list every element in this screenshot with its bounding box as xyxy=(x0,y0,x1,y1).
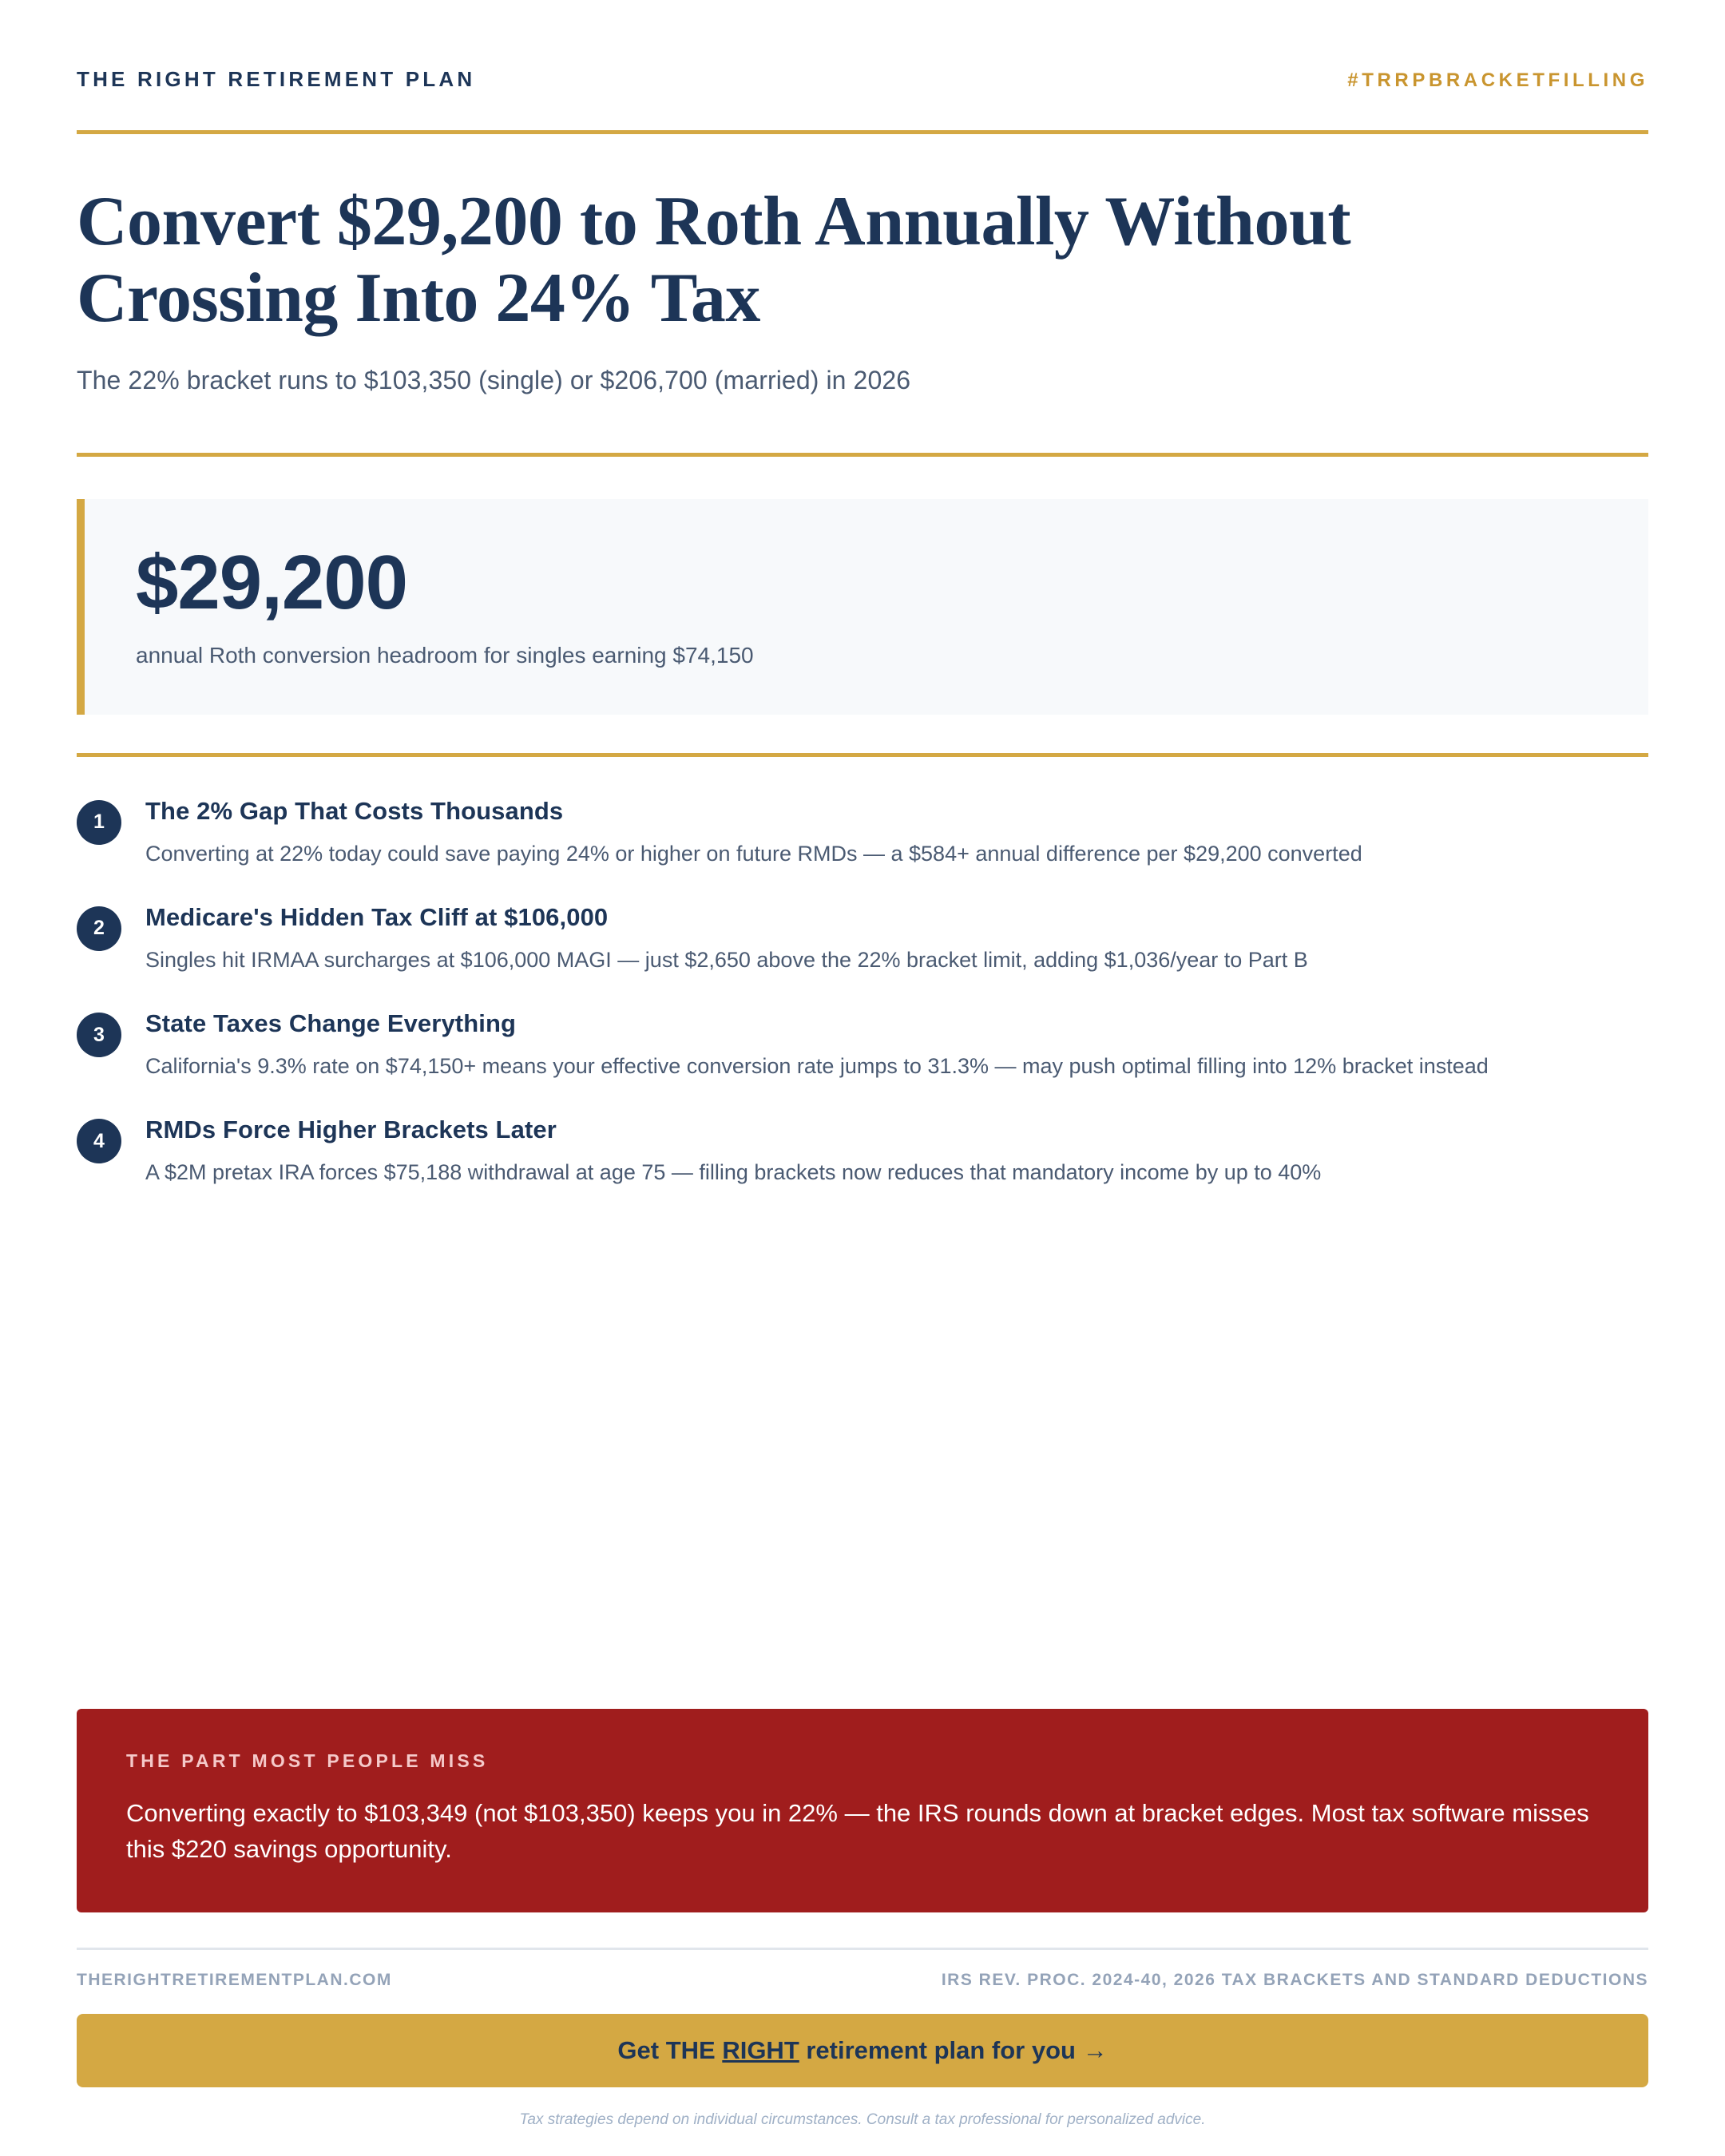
cta-emphasis: RIGHT xyxy=(722,2036,799,2064)
point-number-badge: 2 xyxy=(77,906,121,951)
point-body xyxy=(145,797,1623,870)
cta-suffix: retirement plan for you → xyxy=(799,2036,1108,2064)
masthead xyxy=(77,0,1648,92)
brand-wordmark: THE RIGHT RETIREMENT PLAN xyxy=(77,67,476,91)
title-divider xyxy=(77,453,1648,457)
point-title: The 2% Gap That Costs Thousands xyxy=(145,796,564,825)
point-number-badge: 4 xyxy=(77,1119,121,1163)
list-item xyxy=(77,1116,1648,1188)
insight-callout xyxy=(77,1709,1648,1912)
cta-label xyxy=(617,2036,1107,2065)
callout-text: Converting exactly to $103,349 (not $103,350) keeps you in 22% — the IRS rounds down at bracket edges. Most tax software misses this $220 savings opportunity. xyxy=(126,1799,1589,1864)
page-title: Convert $29,200 to Roth Annually Without Crossing Into 24% Tax xyxy=(77,183,1351,337)
header-divider xyxy=(77,130,1648,134)
point-body xyxy=(145,903,1623,976)
cta-prefix: Get THE xyxy=(617,2036,723,2064)
footer-source-citation: IRS REV. PROC. 2024-40, 2026 TAX BRACKETS AND STANDARD DEDUCTIONS xyxy=(941,1971,1648,1989)
cta-button[interactable] xyxy=(77,2014,1648,2087)
point-body xyxy=(145,1116,1623,1188)
page-subtitle: The 22% bracket runs to $103,350 (single) or $206,700 (married) in 2026 xyxy=(77,365,911,394)
point-title: RMDs Force Higher Brackets Later xyxy=(145,1116,557,1144)
point-description: A $2M pretax IRA forces $75,188 withdrawal at age 75 — filling brackets now reduces that mandatory income by up to 40% xyxy=(145,1160,1322,1185)
footer-website: THERIGHTRETIREMENTPLAN.COM xyxy=(77,1971,392,1989)
list-item xyxy=(77,1009,1648,1082)
list-item xyxy=(77,903,1648,976)
footer-divider xyxy=(77,1948,1648,1950)
footer-meta-row xyxy=(77,1971,1648,1990)
point-body xyxy=(145,1009,1623,1082)
layout-spacer xyxy=(77,1188,1648,1709)
point-title: State Taxes Change Everything xyxy=(145,1009,517,1037)
point-title: Medicare's Hidden Tax Cliff at $106,000 xyxy=(145,902,609,931)
key-points-list xyxy=(77,797,1648,1189)
point-description: Singles hit IRMAA surcharges at $106,000 MAGI — just $2,650 above the 22% bracket limit, adding $1,036/year to Part B xyxy=(145,947,1308,972)
point-description: Converting at 22% today could save paying 24% or higher on future RMDs — a $584+ annual difference per $29,200 converted xyxy=(145,841,1362,866)
point-description: California's 9.3% rate on $74,150+ means your effective conversion rate jumps to 31.3% — may push optimal filling into 12% bracket instead xyxy=(145,1054,1489,1078)
stat-value: $29,200 xyxy=(136,539,408,625)
campaign-hashtag: #TRRPBRACKETFILLING xyxy=(1347,69,1648,91)
point-number-badge: 1 xyxy=(77,800,121,845)
legal-disclaimer: Tax strategies depend on individual circumstances. Consult a tax professional for personalized advice. xyxy=(519,2111,1206,2128)
stat-label: annual Roth conversion headroom for singles earning $74,150 xyxy=(136,642,754,668)
stat-callout-card xyxy=(77,499,1648,715)
list-item xyxy=(77,797,1648,870)
callout-label: THE PART MOST PEOPLE MISS xyxy=(126,1750,489,1772)
stat-divider xyxy=(77,753,1648,757)
point-number-badge: 3 xyxy=(77,1013,121,1057)
